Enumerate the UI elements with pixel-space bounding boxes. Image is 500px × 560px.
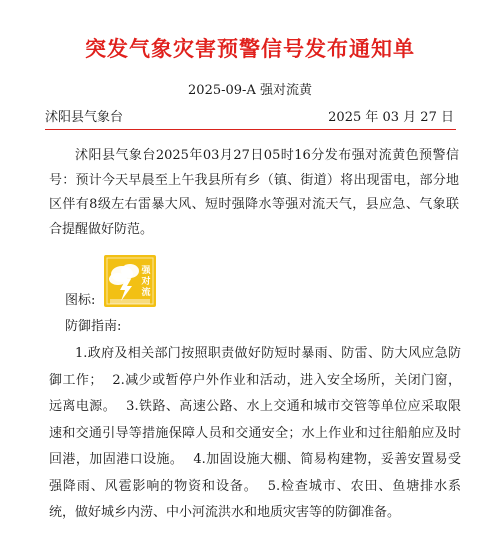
notice-title: 突发气象灾害预警信号发布通知单 [85,37,415,61]
issuer: 沭阳县气象台 [45,110,124,125]
notice-number: 2025-09-A 强对流黄 [188,83,312,98]
svg-text:对: 对 [141,277,151,287]
issue-date: 2025 年 03 月 27 日 [328,110,454,125]
guide-item-3: 3.铁路、高速公路、水上交通和城市交管等单位应采取限速和交通引导等措施保障人员和交通安全；水上作业和过往船舶应及时回港，加固港口设施。 [49,399,461,467]
guide-item-2: 2.减少或暂停户外作业和活动，进入安全场所，关闭门窗，远离电源。 [49,372,461,414]
guide-item-5: 5.检查城市、农田、鱼塘排水系统，做好城乡内涝、中小河流洪水和地质灾害等的防御准备。 [49,478,461,520]
guide-item-1: 1.政府及相关部门按照职责做好防短时暴雨、防雷、防大风应急防御工作； [49,346,461,388]
guide-heading: 防御指南: [65,319,122,334]
svg-text:流: 流 [141,288,151,298]
guide-item-4: 4.加固设施大棚、简易构建物，妥善安置易受强降雨、风雹影响的物资和设备。 [49,452,461,494]
defense-guide [49,341,461,527]
icon-label: 图标: [65,293,96,308]
svg-text:强: 强 [141,266,151,276]
header-divider [45,129,456,130]
thunderstorm-warning-icon [104,255,156,307]
notice-body: 沭阳县气象台2025年03月27日05时16分发布强对流黄色预警信号：预计今天早晨至上午我县所有乡（镇、街道）将出现雷电，部分地区伴有8级左右雷暴大风、短时强降水等强对流天气，县应急、气象联合提醒做好防范。 [49,148,459,237]
